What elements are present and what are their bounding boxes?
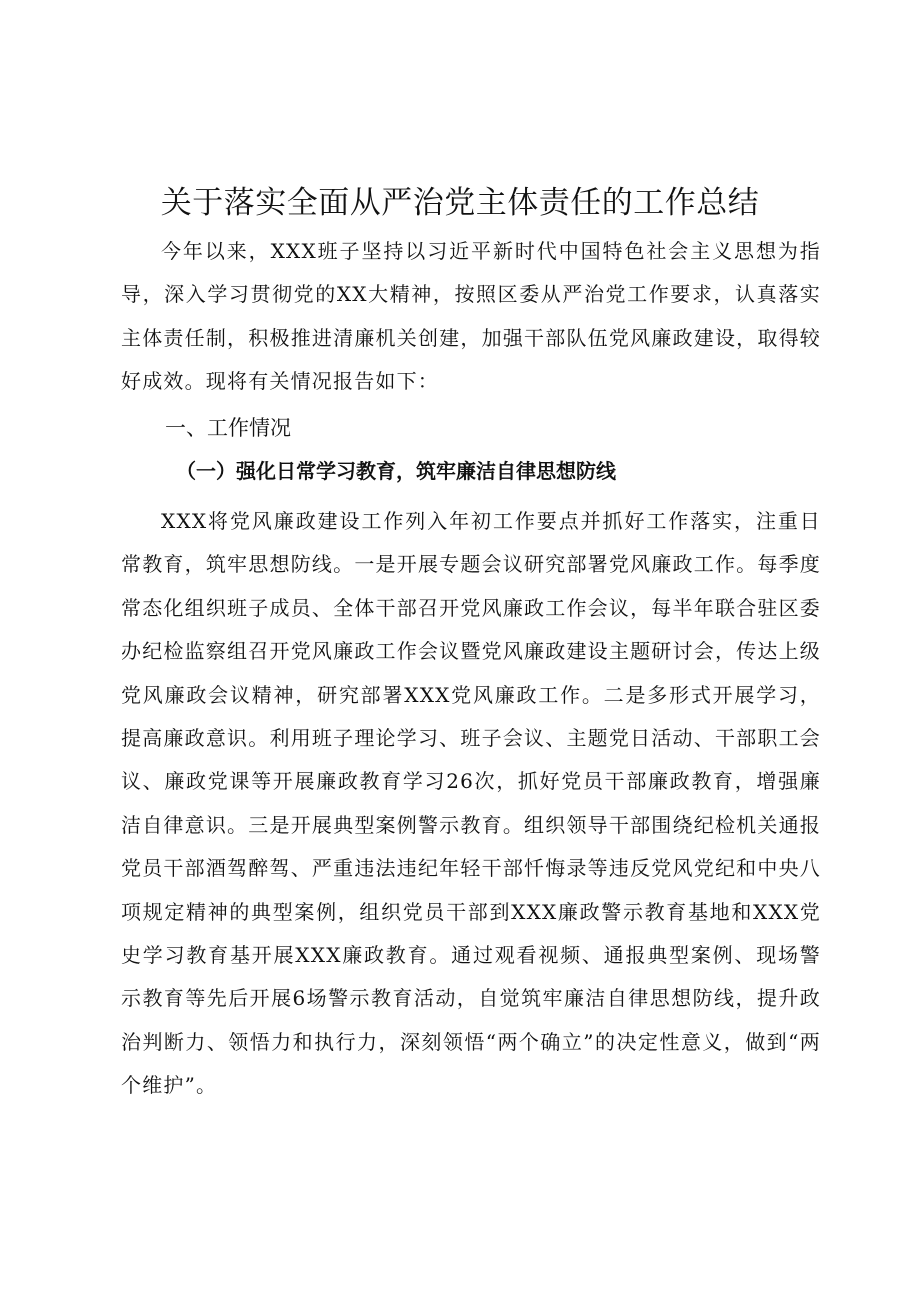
intro-paragraph: 今年以来，XXX班子坚持以习近平新时代中国特色社会主义思想为指导，深入学习贯彻党的XX大精神，按照区委从严治党工作要求，认真落实主体责任制，积极推进清廉机关创建，加强干部队伍党风廉政建设，取得较好成效。现将有关情况报告如下： (121, 239, 821, 394)
subsection-heading-study-education: （一）强化日常学习教育，筑牢廉洁自律思想防线 (176, 459, 616, 483)
section-heading-work-status: 一、工作情况 (165, 416, 291, 440)
subsection-body-paragraph: XXX将党风廉政建设工作列入年初工作要点并抓好工作落实，注重日常教育，筑牢思想防线。一是开展专题会议研究部署党风廉政工作。每季度常态化组织班子成员、全体干部召开党风廉政工作会议，每半年联合驻区委办纪检监察组召开党风廉政工作会议暨党风廉政建设主题研讨会，传达上级党风廉政会议精神，研究部署XXX党风廉政工作。二是多形式开展学习，提高廉政意识。利用班子理论学习、班子会议、主题党日活动、干部职工会议、廉政党课等开展廉政教育学习26次，抓好党员干部廉政教育，增强廉洁自律意识。三是开展典型案例警示教育。组织领导干部围绕纪检机关通报党员干部酒驾醉驾、严重违法违纪年轻干部忏悔录等违反党风党纪和中央八项规定精神的典型案例，组织党员干部到XXX廉政警示教育基地和XXX党史学习教育基开展XXX廉政教育。通过观看视频、通报典型案例、现场警示教育等先后开展6场警示教育活动，自觉筑牢廉洁自律思想防线，提升政治判断力、领悟力和执行力，深刻领悟“两个确立”的决定性意义，做到“两个维护”。 (121, 509, 821, 1098)
document-title: 关于落实全面从严治党主体责任的工作总结 (160, 185, 760, 221)
